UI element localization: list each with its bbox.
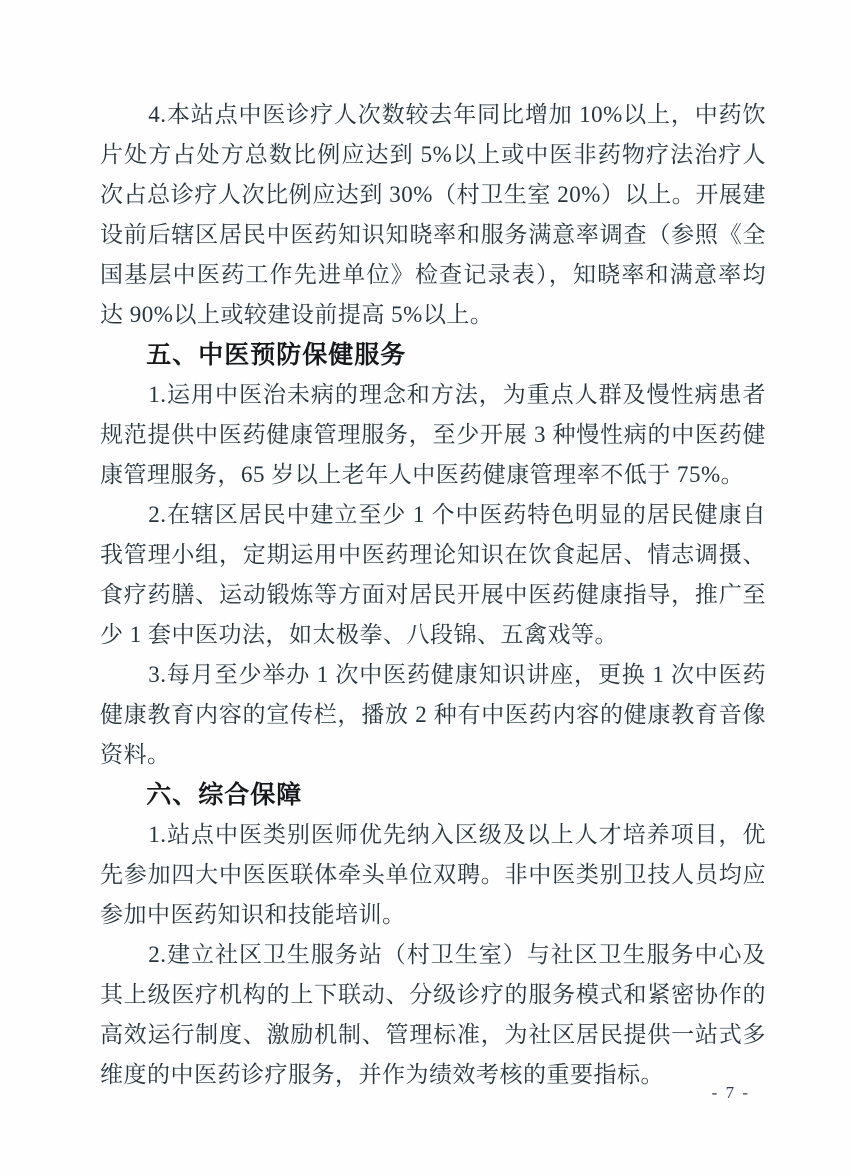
paragraph-section6-item1: 1.站点中医类别医师优先纳入区级及以上人才培养项目，优先参加四大中医医联体牵头单位双聘。非中医类别卫技人员均应参加中医药知识和技能培训。 <box>100 822 766 927</box>
section-heading-six-comprehensive-support: 六、综合保障 <box>146 781 303 809</box>
paragraph-section6-item2: 2.建立社区卫生服务站（村卫生室）与社区卫生服务中心及其上级医疗机构的上下联动、分级诊疗的服务模式和紧密协作的高效运行制度、激励机制、管理标准，为社区居民提供一站式多维度的中医药诊疗服务，并作为绩效考核的重要指标。 <box>100 942 766 1087</box>
document-body <box>100 95 766 1095</box>
paragraph-section5-item1: 1.运用中医治未病的理念和方法，为重点人群及慢性病患者规范提供中医药健康管理服务，至少开展 3 种慢性病的中医药健康管理服务，65 岁以上老年人中医药健康管理率不低于 75%。 <box>100 382 766 487</box>
paragraph-section5-item3: 3.每月至少举办 1 次中医药健康知识讲座，更换 1 次中医药健康教育内容的宣传栏，播放 2 种有中医药内容的健康教育音像资料。 <box>100 662 766 767</box>
paragraph-section5-item2: 2.在辖区居民中建立至少 1 个中医药特色明显的居民健康自我管理小组，定期运用中医药理论知识在饮食起居、情志调摄、食疗药膳、运动锻炼等方面对居民开展中医药健康指导，推广至少 1 套中医功法，如太极拳、八段锦、五禽戏等。 <box>100 502 766 647</box>
paragraph-item4-indicators: 4.本站点中医诊疗人次数较去年同比增加 10%以上，中药饮片处方占处方总数比例应达到 5%以上或中医非药物疗法治疗人次占总诊疗人次比例应达到 30%（村卫生室 20%）以上。开展建设前后辖区居民中医药知识知晓率和服务满意率调查（参照《全国基层中医药工作先进单位》检查记录表），知晓率和满意率均达 90%以上或较建设前提高 5%以上。 <box>100 102 766 327</box>
page-number: - 7 - <box>711 1083 750 1102</box>
section-heading-five-tcm-preventive-care: 五、中医预防保健服务 <box>146 341 407 369</box>
